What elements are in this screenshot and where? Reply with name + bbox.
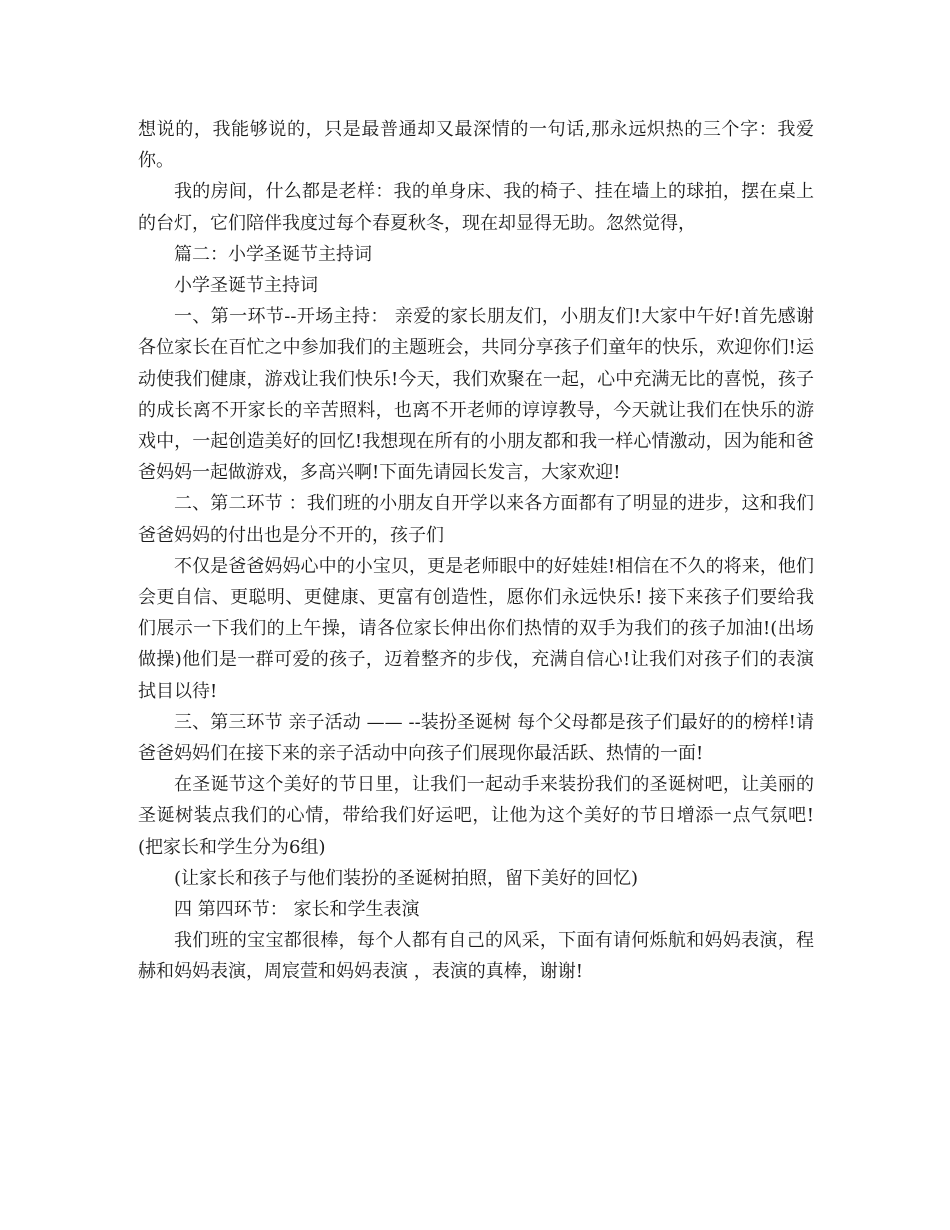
paragraph-performance: 我们班的宝宝都很棒，每个人都有自己的风采，下面有请何烁航和妈妈表演，程赫和妈妈表演，周宸萱和妈妈表演 ，表演的真棒，谢谢!	[138, 930, 814, 983]
paragraph-christmas-tree: 在圣诞节这个美好的节日里，让我们一起动手来装扮我们的圣诞树吧，让美丽的圣诞树装点我们的心情，带给我们好运吧，让他为这个美好的节日增添一点气氛吧!(把家长和学生分为6组)	[138, 774, 814, 858]
paragraph-part-two-cont: 不仅是爸爸妈妈心中的小宝贝，更是老师眼中的好娃娃!相信在不久的将来，他们会更自信、更聪明、更健康、更富有创造性，愿你们永远快乐! 接下来孩子们要给我们展示一下我们的上午操，请各位家长伸出你们热情的双手为我们的孩子加油!(出场做操)他们是一群可爱的孩子，迈着整齐的步伐，充满自信心!让我们对孩子们的表演拭目以待!	[138, 555, 814, 702]
section-heading: 篇二：小学圣诞节主持词	[174, 243, 372, 265]
paragraph-continuation: 想说的，我能够说的，只是最普通却又最深情的一句话,那永远炽热的三个字：我爱你。	[138, 119, 814, 172]
document-body	[138, 114, 814, 988]
paragraph-part-three: 三、第三环节 亲子活动 —— --装扮圣诞树 每个父母都是孩子们最好的的榜样!请爸爸妈妈们在接下来的亲子活动中向孩子们展现你最活跃、热情的一面!	[138, 711, 814, 765]
document-title: 小学圣诞节主持词	[174, 275, 318, 297]
paragraph-part-two: 二、第二环节 ：我们班的小朋友自开学以来各方面都有了明显的进步，这和我们爸爸妈妈的付出也是分不开的，孩子们	[138, 493, 814, 546]
paragraph-part-four: 四 第四环节： 家长和学生表演	[174, 899, 420, 921]
paragraph-photo-note: (让家长和孩子与他们装扮的圣诞树拍照，留下美好的回忆)	[174, 867, 639, 889]
paragraph-part-one: 一、第一环节--开场主持： 亲爱的家长朋友们，小朋友们!大家中午好!首先感谢各位家长在百忙之中参加我们的主题班会，共同分享孩子们童年的快乐，欢迎你们!运动使我们健康，游戏让我们快乐!今天，我们欢聚在一起，心中充满无比的喜悦，孩子的成长离不开家长的辛苦照料，也离不开老师的谆谆教导，今天就让我们在快乐的游戏中，一起创造美好的回忆!我想现在所有的小朋友都和我一样心情激动，因为能和爸爸妈妈一起做游戏，多高兴啊!下面先请园长发言，大家欢迎!	[138, 306, 814, 484]
paragraph-room: 我的房间，什么都是老样：我的单身床、我的椅子、挂在墙上的球拍，摆在桌上的台灯，它们陪伴我度过每个春夏秋冬，现在却显得无助。忽然觉得，	[138, 181, 814, 234]
